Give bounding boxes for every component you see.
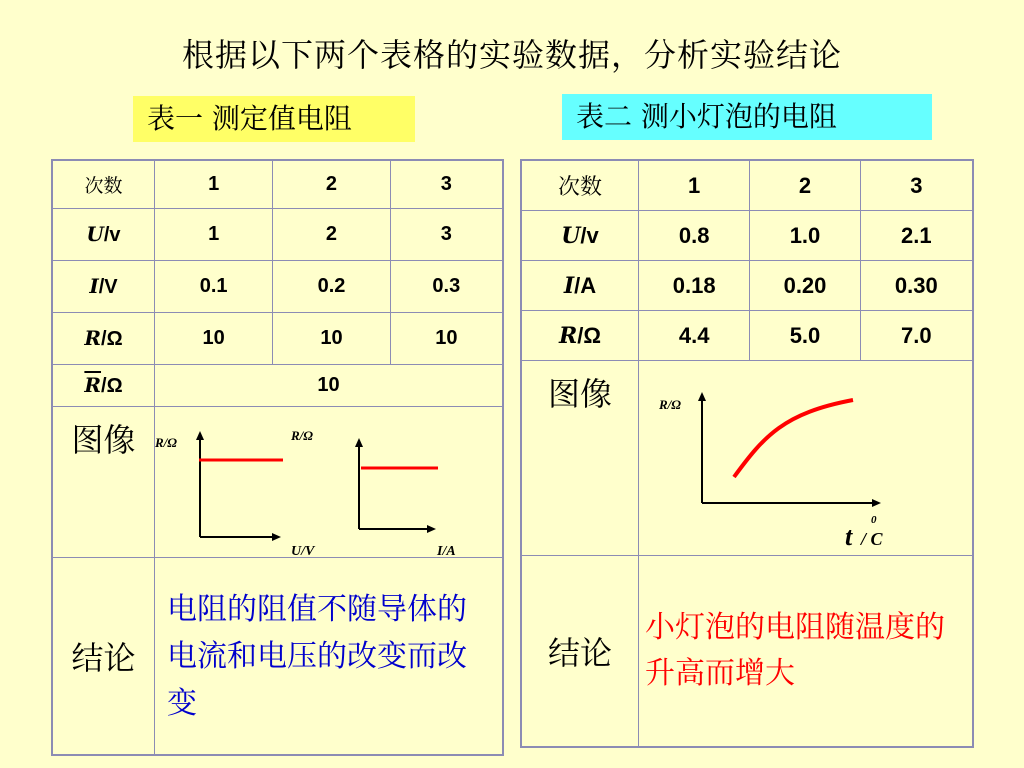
table-row — [53, 209, 503, 261]
current-value: 0.20 — [750, 261, 860, 311]
voltage-label: U/v — [53, 209, 155, 261]
current-value: 0.1 — [155, 261, 273, 313]
average-resistance-label: $\overline{R}/\Omega$ — [53, 365, 155, 407]
graph-cell — [155, 407, 503, 558]
resistance-label: R/Ω — [53, 313, 155, 365]
table-row — [522, 161, 973, 211]
graph-x-label-t: t — [845, 522, 853, 551]
header-trial-3: 3 — [860, 161, 972, 211]
voltage-value: 3 — [390, 209, 502, 261]
page-title: 根据以下两个表格的实验数据，分析实验结论 — [181, 36, 842, 74]
table-bulb-resistor — [521, 160, 973, 747]
graph-label: 图像 — [53, 407, 155, 558]
resistance-value: 10 — [390, 313, 502, 365]
table-row — [522, 211, 973, 261]
table1-caption: 表一 测定值电阻 — [133, 96, 415, 142]
current-value: 0.3 — [390, 261, 502, 313]
temperature-resistance-graph — [639, 361, 972, 555]
current-label: I/V — [53, 261, 155, 313]
graph-x-label-degree: 0 — [871, 514, 877, 526]
average-resistance-value: 10 — [155, 365, 503, 407]
table2-caption: 表二 测小灯泡的电阻 — [562, 94, 932, 140]
graph1-x-label: U/V — [291, 544, 315, 557]
graph1-y-label: R/Ω — [155, 435, 177, 450]
table-row — [53, 161, 503, 209]
conclusion-text: 电阻的阻值不随导体的电流和电压的改变而改变 — [155, 558, 503, 755]
resistance-graphs — [155, 407, 502, 557]
table-row — [53, 558, 503, 755]
current-value: 0.18 — [639, 261, 750, 311]
resistance-value: 10 — [155, 313, 273, 365]
table-fixed-resistor — [52, 160, 503, 755]
graph2-x-label: I/A — [437, 544, 456, 557]
conclusion-label: 结论 — [522, 556, 639, 747]
graph-y-label: R/Ω — [659, 397, 681, 412]
table-row — [53, 407, 503, 558]
graph-x-label-unit: / C — [861, 529, 883, 549]
conclusion-label: 结论 — [53, 558, 155, 755]
header-trial-1: 1 — [155, 161, 273, 209]
current-value: 0.30 — [860, 261, 972, 311]
resistance-value: 7.0 — [860, 311, 972, 361]
table-row — [522, 556, 973, 747]
current-label: I/A — [522, 261, 639, 311]
conclusion-text: 小灯泡的电阻随温度的升高而增大 — [639, 556, 973, 747]
resistance-label: R/Ω — [522, 311, 639, 361]
table-row — [522, 261, 973, 311]
resistance-value: 4.4 — [639, 311, 750, 361]
voltage-value: 2.1 — [860, 211, 972, 261]
table-row — [53, 261, 503, 313]
voltage-value: 1 — [155, 209, 273, 261]
header-trial-2: 2 — [273, 161, 390, 209]
voltage-label: U/v — [522, 211, 639, 261]
current-value: 0.2 — [273, 261, 390, 313]
header-count: 次数 — [53, 161, 155, 209]
arrow-up-icon — [196, 431, 204, 440]
graph-cell — [639, 361, 973, 556]
header-count: 次数 — [522, 161, 639, 211]
voltage-value: 2 — [273, 209, 390, 261]
voltage-value: 0.8 — [639, 211, 750, 261]
arrow-right-icon — [272, 533, 281, 541]
header-trial-3: 3 — [390, 161, 502, 209]
table-row — [53, 365, 503, 407]
voltage-value: 1.0 — [750, 211, 860, 261]
graph2-y-label: R/Ω — [291, 428, 313, 443]
resistance-value: 10 — [273, 313, 390, 365]
table-row — [522, 361, 973, 556]
resistance-curve — [734, 400, 853, 477]
arrow-up-icon — [355, 438, 363, 447]
graph-label: 图像 — [522, 361, 639, 556]
table-row — [522, 311, 973, 361]
header-trial-2: 2 — [750, 161, 860, 211]
arrow-right-icon — [872, 499, 881, 507]
arrow-up-icon — [698, 392, 706, 401]
arrow-right-icon — [427, 525, 436, 533]
table-row — [53, 313, 503, 365]
header-trial-1: 1 — [639, 161, 750, 211]
resistance-value: 5.0 — [750, 311, 860, 361]
